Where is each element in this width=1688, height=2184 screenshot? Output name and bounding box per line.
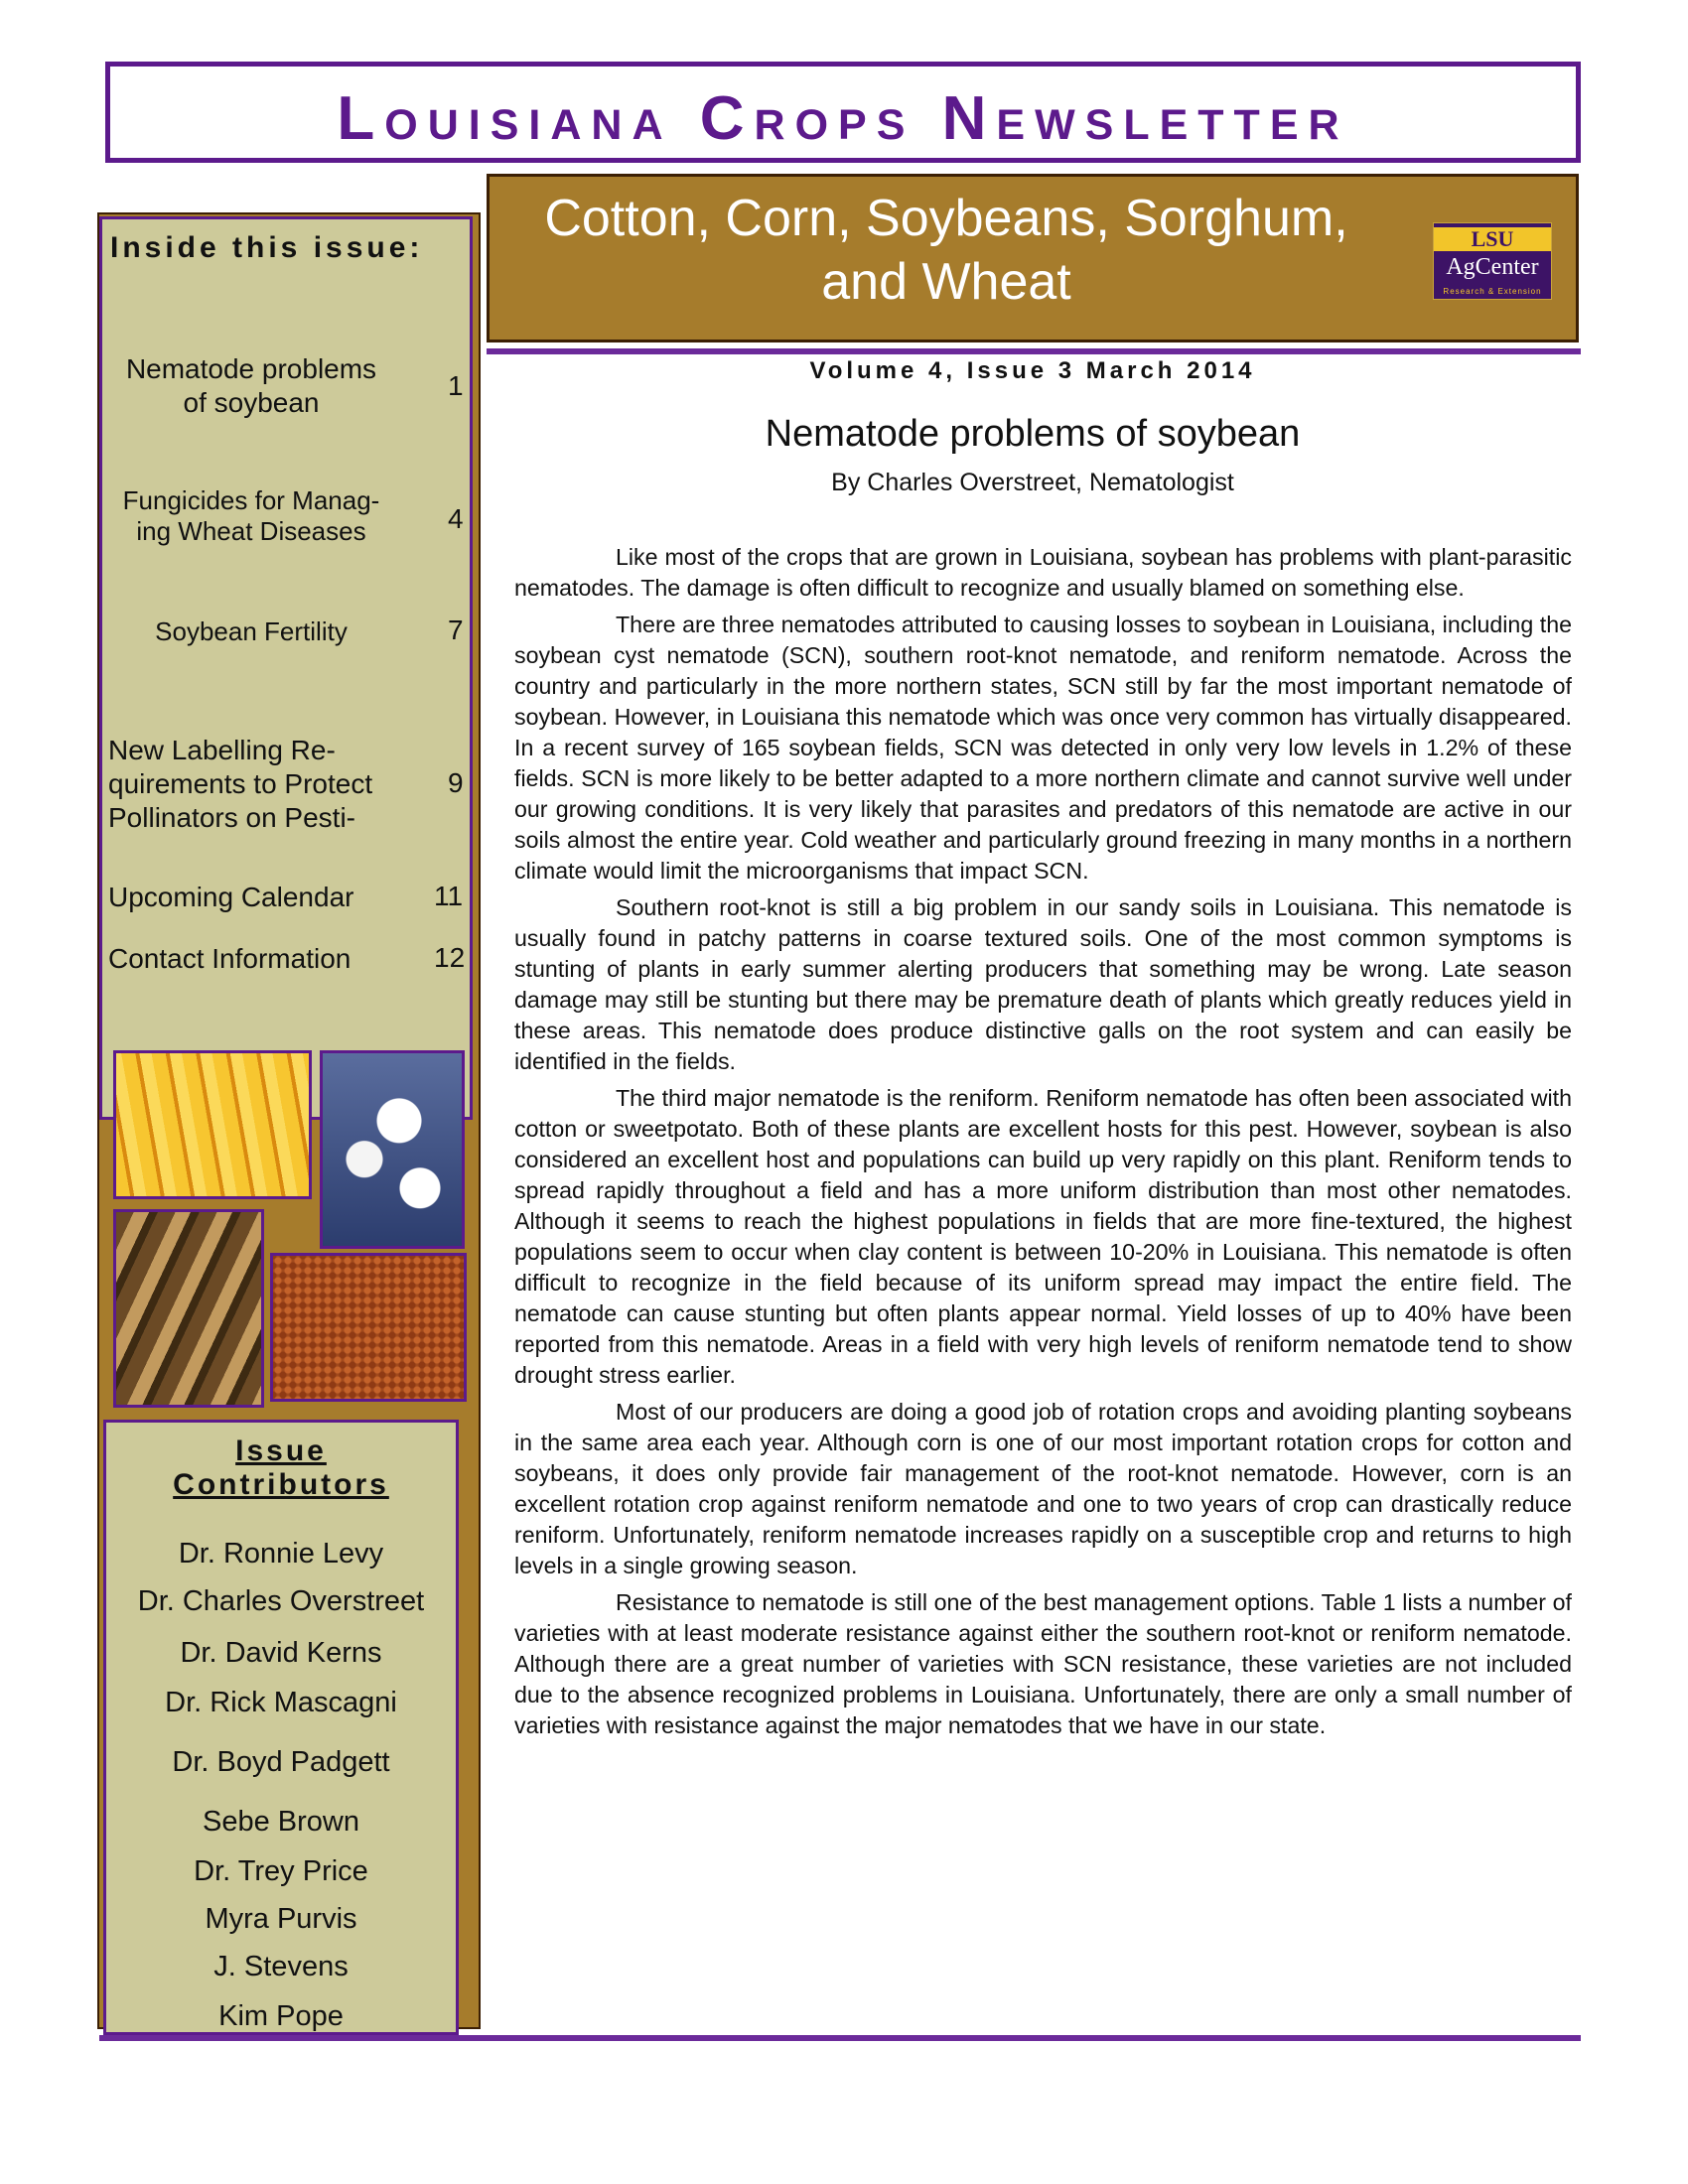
masthead xyxy=(105,62,1581,163)
toc-item-title: Fungicides for Manag- xyxy=(122,485,380,515)
contributor-name: Sebe Brown xyxy=(203,1806,359,1838)
toc-item-fungicides[interactable] xyxy=(102,485,400,547)
article-paragraph: Like most of the crops that are grown in Louisiana, soybean has problems with plant-parasitic nematodes. The damage is often difficult to recognize and usually blamed on something else. xyxy=(514,544,1572,601)
toc-item-soybean-fertility[interactable] xyxy=(102,614,400,648)
table-of-contents xyxy=(99,216,473,1120)
newsletter-title: Louisiana Crops Newsletter xyxy=(337,84,1349,153)
contributor-name: Dr. Trey Price xyxy=(194,1855,368,1887)
contributor-name: Myra Purvis xyxy=(205,1903,357,1935)
toc-heading: Inside this issue: xyxy=(110,231,424,264)
corn-photo xyxy=(113,1050,312,1199)
banner-line-2: and Wheat xyxy=(821,253,1071,311)
toc-item-title: Contact Information xyxy=(108,943,352,974)
toc-item-calendar[interactable] xyxy=(108,881,416,914)
article-paragraph: Most of our producers are doing a good job of rotation crops and avoiding planting soybeans in the same area each year. Although corn is one of our most important rotation crops for cotton and soybeans, it does only provide fair management of the root-knot nematode. However, corn is an excellent rotation crop against reniform nematode and one to two years of crop can drastically reduce reniform. Unfortunately, reniform nematode increases rapidly on a susceptible crop and returns to high levels in a single growing season. xyxy=(514,1399,1572,1578)
banner-line-1: Cotton, Corn, Soybeans, Sorghum, xyxy=(544,190,1348,247)
contributors-heading xyxy=(106,1434,456,1502)
crops-banner xyxy=(487,174,1579,342)
toc-item-title: Pollinators on Pesti- xyxy=(108,802,356,833)
toc-page-number: 7 xyxy=(448,614,464,645)
sorghum-grain-photo xyxy=(270,1253,467,1402)
article-title: Nematode problems of soybean xyxy=(765,413,1301,455)
logo-lsu-text: LSU xyxy=(1434,227,1551,251)
toc-page-number: 11 xyxy=(434,881,464,911)
banner-divider xyxy=(487,348,1581,354)
contributors-heading-line: Contributors xyxy=(173,1468,389,1501)
toc-item-title: Upcoming Calendar xyxy=(108,882,354,912)
article-body xyxy=(514,542,1572,1747)
issue-contributors xyxy=(103,1420,459,2035)
contributors-heading-line: Issue xyxy=(235,1434,327,1467)
soybean-pods-photo xyxy=(113,1209,264,1408)
contributor-name: Dr. Charles Overstreet xyxy=(137,1585,425,1617)
cotton-photo xyxy=(320,1050,465,1249)
article-paragraph: There are three nematodes attributed to causing losses to soybean in Louisiana, including the soybean cyst nematode (SCN), southern root-knot nematode, and reniform nematode. Across the country and particularly in the more northern states, SCN still by far the most important nematode of soybean. However, in Louisiana this nematode which was once very common has virtually disappeared. In a recent survey of 165 soybean fields, SCN was detected in only very low levels in 1.2% of these fields. SCN is more likely to be better adapted to a more northern climate and cannot survive well under our growing conditions. It is very likely that parasites and predators of this nematode are active in our soils almost the entire year. Cold weather and particularly ground freezing in many months in a northern climate would limit the microorganisms that impact SCN. xyxy=(514,612,1572,884)
logo-subtitle: Research & Extension xyxy=(1443,287,1542,296)
contributor-name: Dr. Ronnie Levy xyxy=(178,1538,384,1570)
logo-agcenter-text: AgCenter xyxy=(1446,254,1539,280)
toc-page-number: 12 xyxy=(434,942,466,973)
contributor-name: Dr. David Kerns xyxy=(180,1637,382,1669)
toc-item-title: quirements to Protect xyxy=(108,768,373,799)
article-paragraph: The third major nematode is the reniform. Reniform nematode has often been associated with cotton or sweetpotato. Both of these plants are excellent hosts for this pest. However, soybean is also considered an excellent host and populations can build up very rapidly on this plant. Reniform tends to spread rapidly throughout a field and has a more uniform distribution than most other nematodes. Although it seems to reach the highest populations in fields that are more fine-textured, the highest populations seem to occur when clay content is between 10-20% in Louisiana. This nematode is often difficult to recognize in the field because of its uniform spread may impact the entire field. The nematode can cause stunting but often plants appear normal. Yield losses of up to 40% have been reported from this nematode. Areas in a field with very high levels of reniform nematode tend to show drought stress earlier. xyxy=(514,1085,1572,1388)
contributor-name: Kim Pope xyxy=(218,2000,344,2032)
issue-volume-line: Volume 4, Issue 3 March 2014 xyxy=(809,357,1256,384)
toc-page-number: 9 xyxy=(448,767,464,798)
banner-text xyxy=(490,187,1403,314)
toc-item-labelling[interactable] xyxy=(108,734,416,835)
lsu-agcenter-logo xyxy=(1433,222,1552,300)
footer-divider xyxy=(99,2035,1581,2041)
contributor-name: Dr. Rick Mascagni xyxy=(165,1687,397,1718)
article-paragraph: Resistance to nematode is still one of the best management options. Table 1 lists a number of varieties with at least moderate resistance against either the southern root-knot or reniform nematode. Although there are a great number of varieties with SCN resistance, these varieties are not included due to the absence recognized problems in Louisiana. Unfortunately, there are only a small number of varieties with resistance against the major nematodes that we have in our state. xyxy=(514,1589,1572,1738)
article-paragraph: Southern root-knot is still a big problem in our sandy soils in Louisiana. This nematode is usually found in patchy patterns in coarse textured soils. One of the most common symptoms is stunting of plants in early summer alerting producers that something may be wrong. Late season damage may still be stunting but there may be premature death of plants which greatly reduces yield in these areas. This nematode does produce distinctive galls on the root system and can easily be identified in the fields. xyxy=(514,894,1572,1074)
toc-item-title: Nematode problems xyxy=(125,353,377,384)
toc-item-contact[interactable] xyxy=(108,942,416,976)
article-byline: By Charles Overstreet, Nematologist xyxy=(831,469,1234,496)
toc-item-title: New Labelling Re- xyxy=(108,735,336,765)
toc-item-title: Soybean Fertility xyxy=(155,616,348,646)
toc-item-title: ing Wheat Diseases xyxy=(136,516,366,546)
toc-item-nematode[interactable] xyxy=(102,352,400,420)
toc-item-title: of soybean xyxy=(183,387,320,418)
toc-page-number: 1 xyxy=(448,370,464,401)
contributor-name: J. Stevens xyxy=(213,1951,349,1982)
toc-page-number: 4 xyxy=(448,503,464,534)
contributor-name: Dr. Boyd Padgett xyxy=(172,1746,390,1778)
